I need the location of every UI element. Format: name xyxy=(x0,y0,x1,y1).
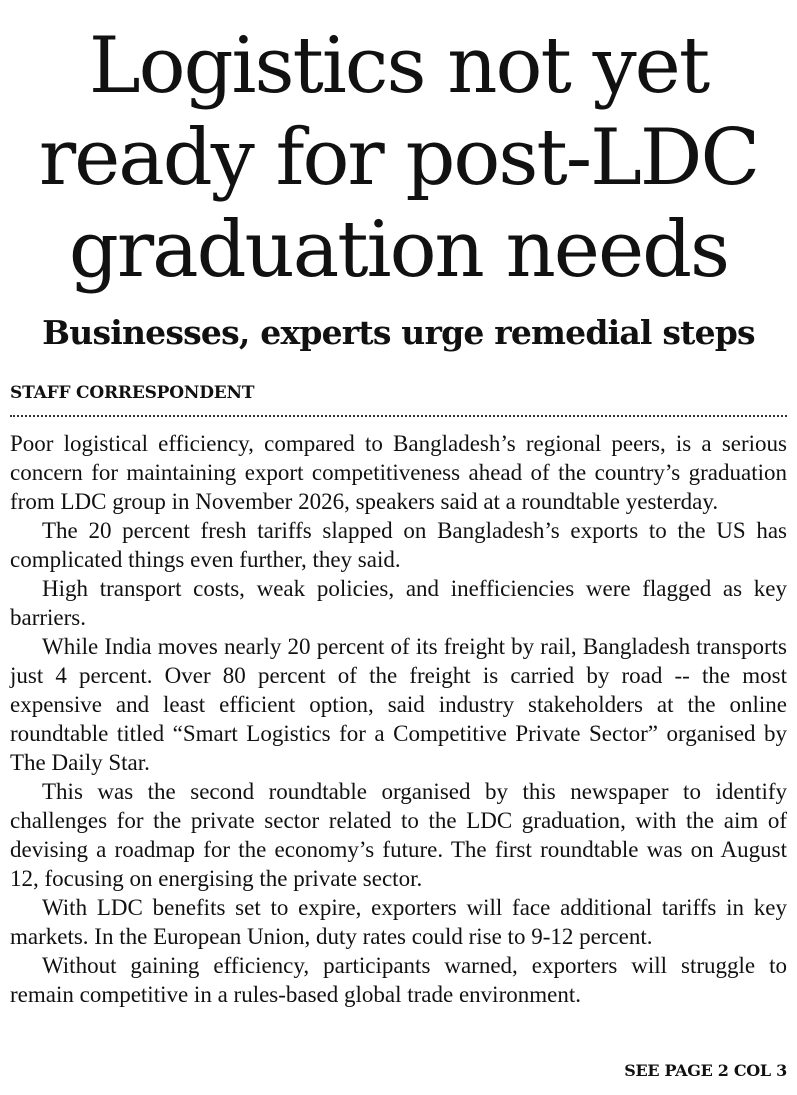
body-paragraph: This was the second roundtable organised by this newspaper to identify challenges for the private sector related to the LDC graduation, with the aim of devising a roadmap for the economy’s future. The first roundtable was on August 12, focusing on energising the private sector. xyxy=(10,779,787,891)
headline-line: graduation needs xyxy=(68,205,729,295)
article-body xyxy=(10,429,787,1009)
headline-line: ready for post-LDC xyxy=(38,113,759,203)
body-paragraph: Poor logistical efficiency, compared to Bangladesh’s regional peers, is a serious concern for maintaining export competitiveness ahead of the country’s graduation from LDC group in November 2026, speakers said at a roundtable yesterday. xyxy=(10,431,787,514)
continued-jump-line[interactable]: SEE PAGE 2 COL 3 xyxy=(624,1061,787,1080)
body-paragraph: While India moves nearly 20 percent of its freight by rail, Bangladesh transports just 4 percent. Over 80 percent of the freight is carried by road -- the most expensive and least efficient option, said industry stakeholders at the online roundtable titled “Smart Logistics for a Competitive Private Sector” organised by The Daily Star. xyxy=(10,634,787,775)
byline: STAFF CORRESPONDENT xyxy=(10,383,255,403)
dotted-divider xyxy=(10,415,787,417)
body-paragraph: The 20 percent fresh tariffs slapped on Bangladesh’s exports to the US has complicated things even further, they said. xyxy=(10,518,787,572)
subheadline: Businesses, experts urge remedial steps xyxy=(42,313,755,352)
headline-line: Logistics not yet xyxy=(88,21,709,111)
headline xyxy=(10,20,787,296)
body-paragraph: Without gaining efficiency, participants warned, exporters will struggle to remain competitive in a rules-based global trade environment. xyxy=(10,953,787,1007)
body-paragraph: With LDC benefits set to expire, exporters will face additional tariffs in key markets. In the European Union, duty rates could rise to 9-12 percent. xyxy=(10,895,787,949)
body-paragraph: High transport costs, weak policies, and inefficiencies were flagged as key barriers. xyxy=(10,576,787,630)
